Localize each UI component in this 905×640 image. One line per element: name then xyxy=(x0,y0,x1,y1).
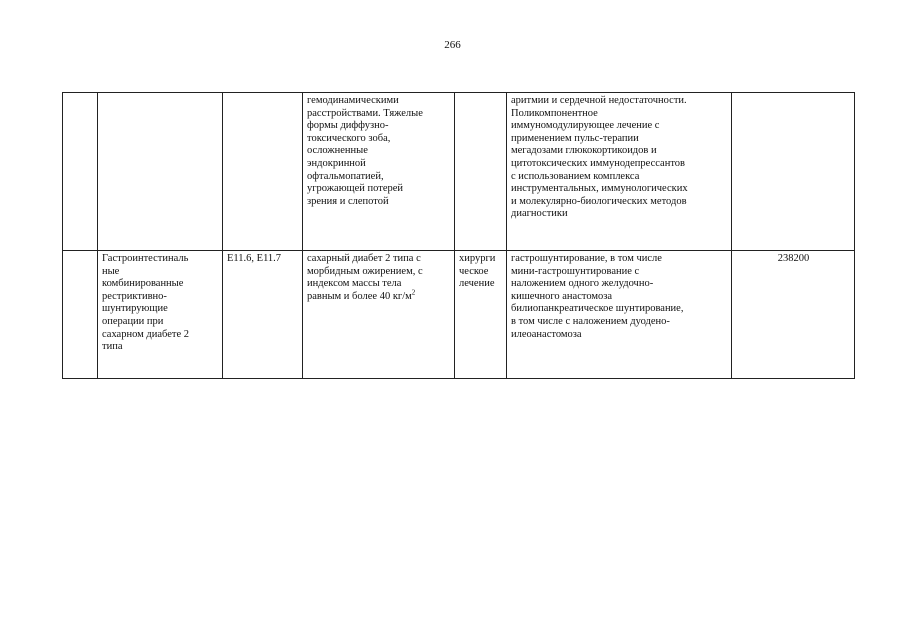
cell-method: аритмии и сердечной недостаточности. Поликомпонентное иммуномодулирующее лечение с применением пульс-терапии мегадозами глюкокортикоидов и цитотоксических иммунодепрессантов с использованием комплекса инструментальных, иммунологических и молекулярно-биологических методов диагностики xyxy=(507,93,732,251)
cell-model: гемодинамическими расстройствами. Тяжелые формы диффузно- токсического зоба, осложненные эндокринной офтальмопатией, угрожающей потерей зрения и слепотой xyxy=(303,93,455,251)
cell-price xyxy=(732,93,855,251)
page-number: 266 xyxy=(444,39,461,51)
superscript-exponent: 2 xyxy=(411,288,416,297)
table-row xyxy=(63,251,855,379)
cell-treatment-type: хирурги ческое лечение xyxy=(455,251,507,379)
cell-codes xyxy=(223,93,303,251)
cell-codes: E11.6, E11.7 xyxy=(223,251,303,379)
cell-index xyxy=(63,251,98,379)
cell-model: сахарный диабет 2 типа с морбидным ожирением, с индексом массы тела равным и более 40 $кг/м^2$ xyxy=(303,251,455,379)
cell-index xyxy=(63,93,98,251)
cell-name: Гастроинтестиналь ные комбинированные рестриктивно- шунтирующие операции при сахарном диабете 2 типа xyxy=(98,251,223,379)
document-table xyxy=(62,92,855,379)
table-row xyxy=(63,93,855,251)
cell-treatment-type xyxy=(455,93,507,251)
cell-name xyxy=(98,93,223,251)
cell-price: 238200 xyxy=(732,251,855,379)
cell-method: гастрошунтирование, в том числе мини-гастрошунтирование с наложением одного желудочно- кишечного анастомоза билиопанкреатическое шунтирование, в том числе с наложением дуодено- илеоанастомоза xyxy=(507,251,732,379)
